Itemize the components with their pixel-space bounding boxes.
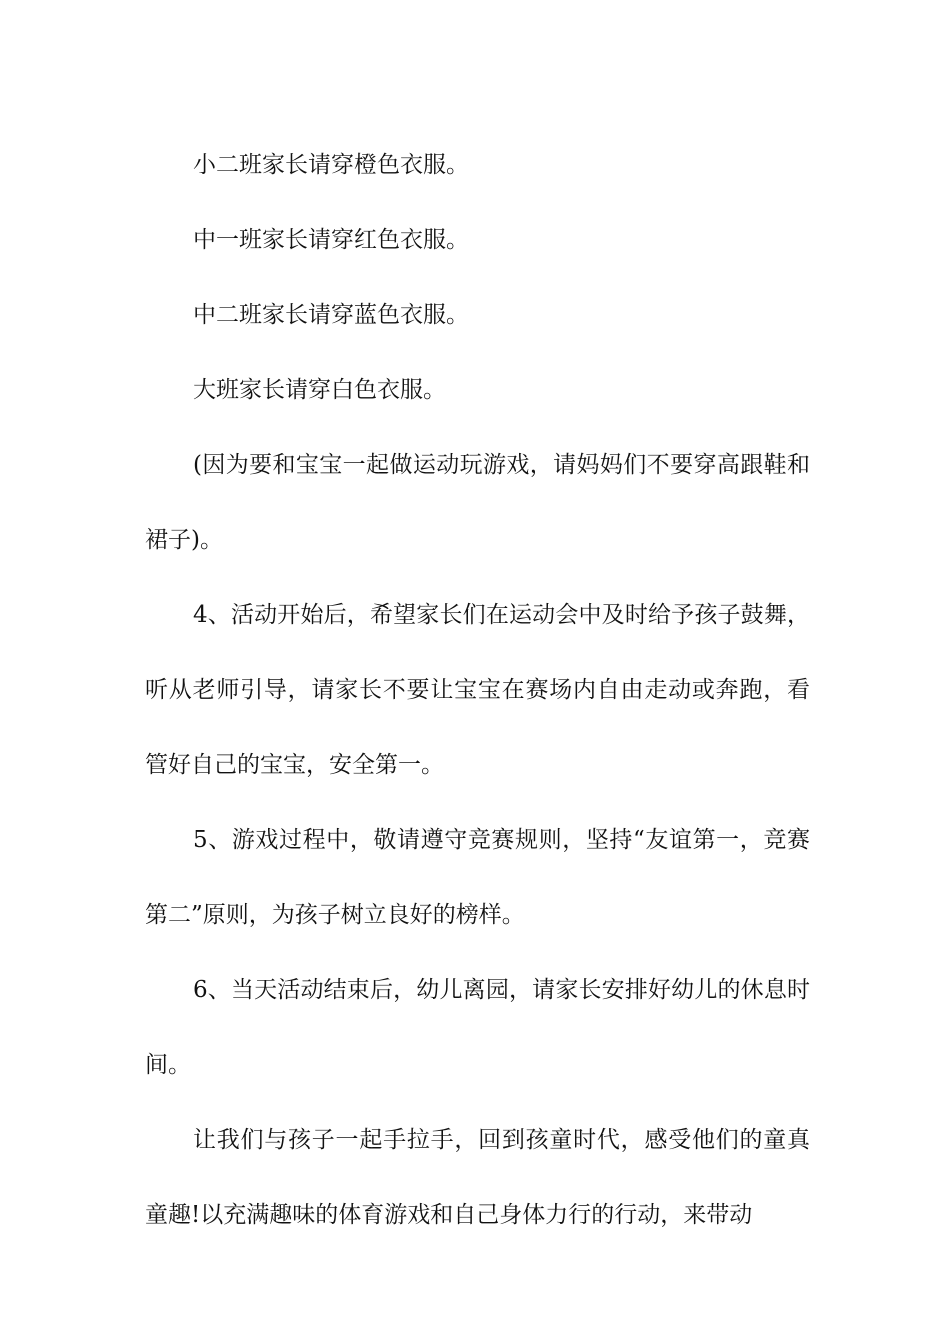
paragraph-closing: 让我们与孩子一起手拉手，回到孩童时代，感受他们的童真童趣!以充满趣味的体育游戏和自己身体力行的行动，来带动	[145, 1127, 810, 1228]
paragraph-class-small-2: 小二班家长请穿橙色衣服。	[193, 152, 469, 178]
paragraph-item-4: 4、活动开始后，希望家长们在运动会中及时给予孩子鼓舞，听从老师引导，请家长不要让宝宝在赛场内自由走动或奔跑，看管好自己的宝宝，安全第一。	[145, 602, 810, 778]
paragraph-class-middle-2: 中二班家长请穿蓝色衣服。	[193, 302, 469, 328]
paragraph-class-middle-1: 中一班家长请穿红色衣服。	[193, 227, 469, 253]
paragraph-clothing-note: (因为要和宝宝一起做运动玩游戏，请妈妈们不要穿高跟鞋和裙子)。	[145, 452, 810, 553]
paragraph-item-5: 5、游戏过程中，敬请遵守竞赛规则，坚持“友谊第一，竞赛第二”原则，为孩子树立良好的榜样。	[145, 827, 810, 928]
paragraph-class-big: 大班家长请穿白色衣服。	[193, 377, 446, 403]
paragraph-item-6: 6、当天活动结束后，幼儿离园，请家长安排好幼儿的休息时间。	[145, 977, 810, 1078]
document-body	[145, 128, 810, 1253]
